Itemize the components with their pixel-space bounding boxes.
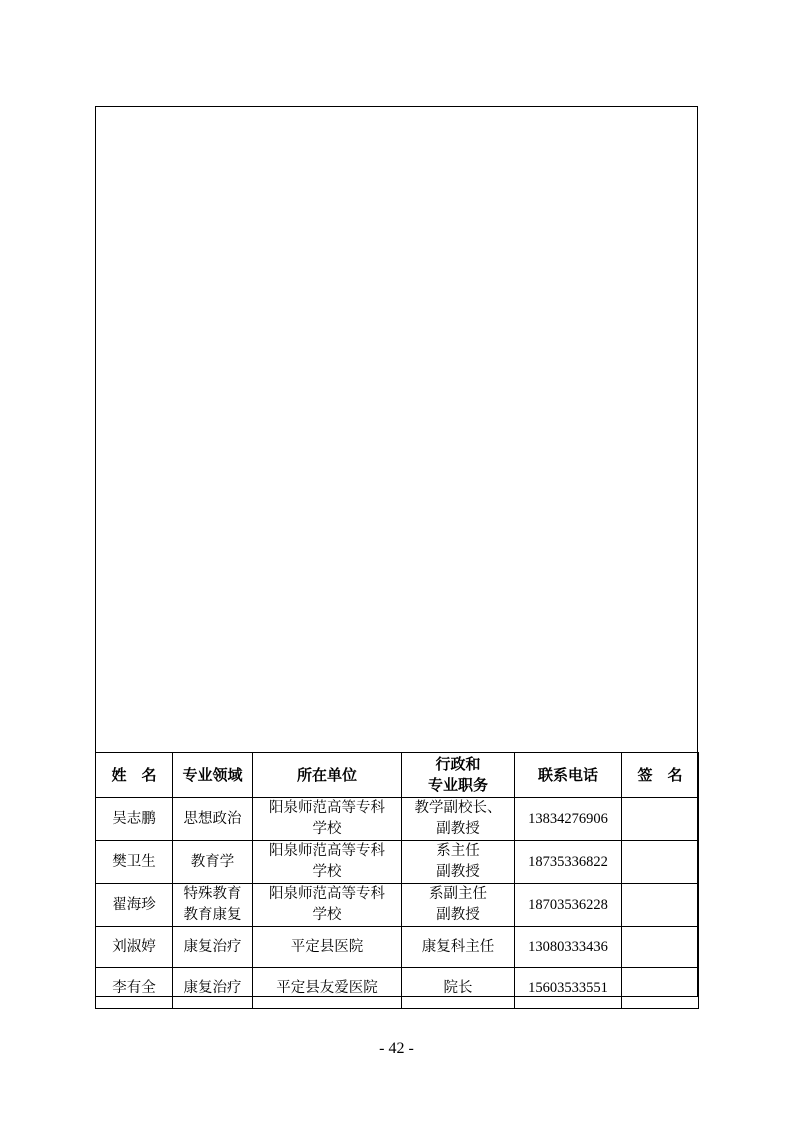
- cell-signature: [622, 927, 699, 968]
- expert-signature-table: [95, 752, 699, 1009]
- cell-position-line2: 副教授: [436, 864, 480, 880]
- cell-phone: 18735336822: [515, 841, 622, 884]
- table-row: [96, 884, 699, 927]
- cell-unit: [253, 884, 402, 927]
- cell-unit: [253, 798, 402, 841]
- cell-phone: 15603533551: [515, 968, 622, 1009]
- cell-field-line1: 特殊教育: [183, 886, 242, 902]
- header-name: 姓 名: [96, 753, 173, 798]
- cell-unit-line2: 学校: [312, 907, 342, 923]
- cell-position: [402, 884, 515, 927]
- cell-field: [173, 841, 253, 884]
- header-phone: 联系电话: [515, 753, 622, 798]
- blank-content-area: [96, 107, 697, 752]
- cell-name: 吴志鹏: [96, 798, 173, 841]
- header-signature: 签 名: [622, 753, 699, 798]
- cell-unit: 平定县友爱医院: [253, 968, 402, 1009]
- cell-position-line2: 副教授: [436, 821, 480, 837]
- cell-phone: 13080333436: [515, 927, 622, 968]
- table-row: [96, 841, 699, 884]
- cell-unit-line1: 阳泉师范高等专科: [269, 886, 385, 902]
- cell-field-line2: 教育康复: [183, 907, 242, 923]
- cell-position-line2: 副教授: [436, 907, 480, 923]
- cell-signature: [622, 841, 699, 884]
- cell-position: [402, 841, 515, 884]
- cell-unit-line1: 阳泉师范高等专科: [269, 800, 385, 816]
- cell-name: 樊卫生: [96, 841, 173, 884]
- cell-field: [173, 884, 253, 927]
- cell-unit-line2: 学校: [312, 821, 342, 837]
- cell-unit: 平定县医院: [253, 927, 402, 968]
- page-number: - 42 -: [379, 1040, 414, 1057]
- cell-field-line1: 思想政治: [183, 810, 242, 827]
- cell-name: 刘淑婷: [96, 927, 173, 968]
- cell-signature: [622, 968, 699, 1009]
- header-position-line2: 专业职务: [427, 776, 488, 794]
- cell-position: 康复科主任: [402, 927, 515, 968]
- cell-position: [402, 798, 515, 841]
- cell-field: 康复治疗: [173, 968, 253, 1009]
- table-row: [96, 927, 699, 968]
- document-frame: [95, 106, 698, 997]
- cell-position-line1: 教学副校长、: [414, 800, 502, 816]
- cell-field-line1: 教育学: [190, 853, 235, 870]
- header-position-line1: 行政和: [435, 755, 481, 773]
- header-position: [402, 753, 515, 798]
- cell-position: 院长: [402, 968, 515, 1009]
- cell-signature: [622, 798, 699, 841]
- cell-unit: [253, 841, 402, 884]
- cell-name: 翟海珍: [96, 884, 173, 927]
- header-unit: 所在单位: [253, 753, 402, 798]
- table-header-row: [96, 753, 699, 798]
- header-field: 专业领域: [173, 753, 253, 798]
- cell-unit-line1: 阳泉师范高等专科: [269, 843, 385, 859]
- table-row: [96, 968, 699, 1009]
- cell-field: 康复治疗: [173, 927, 253, 968]
- cell-phone: 13834276906: [515, 798, 622, 841]
- cell-name: 李有全: [96, 968, 173, 1009]
- cell-field: [173, 798, 253, 841]
- table-row: [96, 798, 699, 841]
- cell-unit-line2: 学校: [312, 864, 342, 880]
- cell-position-line1: 系主任: [436, 843, 480, 859]
- cell-phone: 18703536228: [515, 884, 622, 927]
- cell-signature: [622, 884, 699, 927]
- cell-position-line1: 系副主任: [429, 886, 487, 902]
